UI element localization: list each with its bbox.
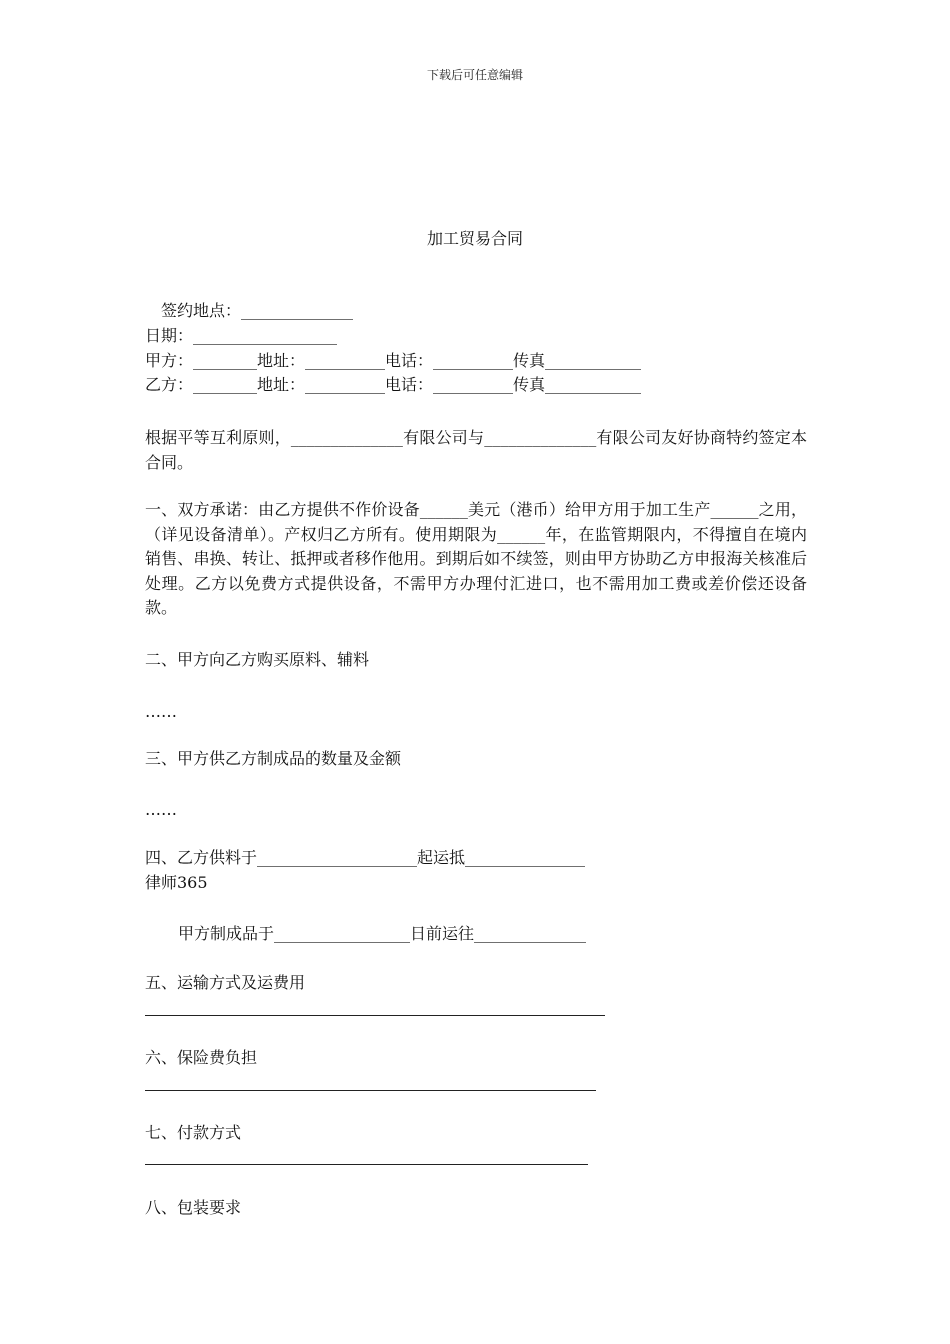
preamble-paragraph: 根据平等互利原则，______________有限公司与______________有限公司友好协商特约签定本合同。 (145, 428, 807, 472)
clause-7-blank-line (145, 1164, 588, 1165)
clause-6-heading: 六、保险费负担 (145, 1048, 258, 1067)
party-b-field: 乙方：________地址：__________电话：__________传真____________ (145, 375, 642, 394)
clause-8-heading: 八、包装要求 (145, 1198, 242, 1217)
document-title: 加工贸易合同 (426, 229, 523, 248)
clause-1-paragraph: 一、双方承诺：由乙方提供不作价设备______美元（港币）给甲方用于加工生产______之用，（详见设备清单）。产权归乙方所有。使用期限为______年，在监管期限内，不得擅自在境内销售、串换、转让、抵押或者移作他用。到期后如不续签，则由甲方协助乙方申报海关核准后处理。乙方以免费方式提供设备，不需甲方办理付汇进口，也不需用加工费或差价偿还设备款。 (145, 500, 807, 617)
clause-5-blank-line (145, 1015, 605, 1016)
watermark-text: 律师365 (145, 873, 208, 892)
clause-7-heading: 七、付款方式 (145, 1123, 242, 1142)
clause-5-heading: 五、运输方式及运费用 (145, 973, 306, 992)
date-field: 日期：__________________ (145, 326, 338, 345)
clause-3-heading: 三、甲方供乙方制成品的数量及金额 (145, 749, 402, 768)
clause-4-sub: 甲方制成品于_________________日前运往______________ (178, 924, 587, 943)
party-a-field: 甲方：________地址：__________电话：__________传真____________ (145, 351, 642, 370)
ellipsis-1: …… (145, 702, 177, 721)
header-note: 下载后可任意编辑 (426, 68, 523, 82)
clause-2-heading: 二、甲方向乙方购买原料、辅料 (145, 650, 370, 669)
ellipsis-2: …… (145, 800, 177, 819)
clause-6-blank-line (145, 1090, 596, 1091)
clause-4-heading: 四、乙方供料于____________________起运抵_______________ (145, 848, 586, 867)
signing-place-field: 签约地点：______________ (161, 301, 354, 320)
